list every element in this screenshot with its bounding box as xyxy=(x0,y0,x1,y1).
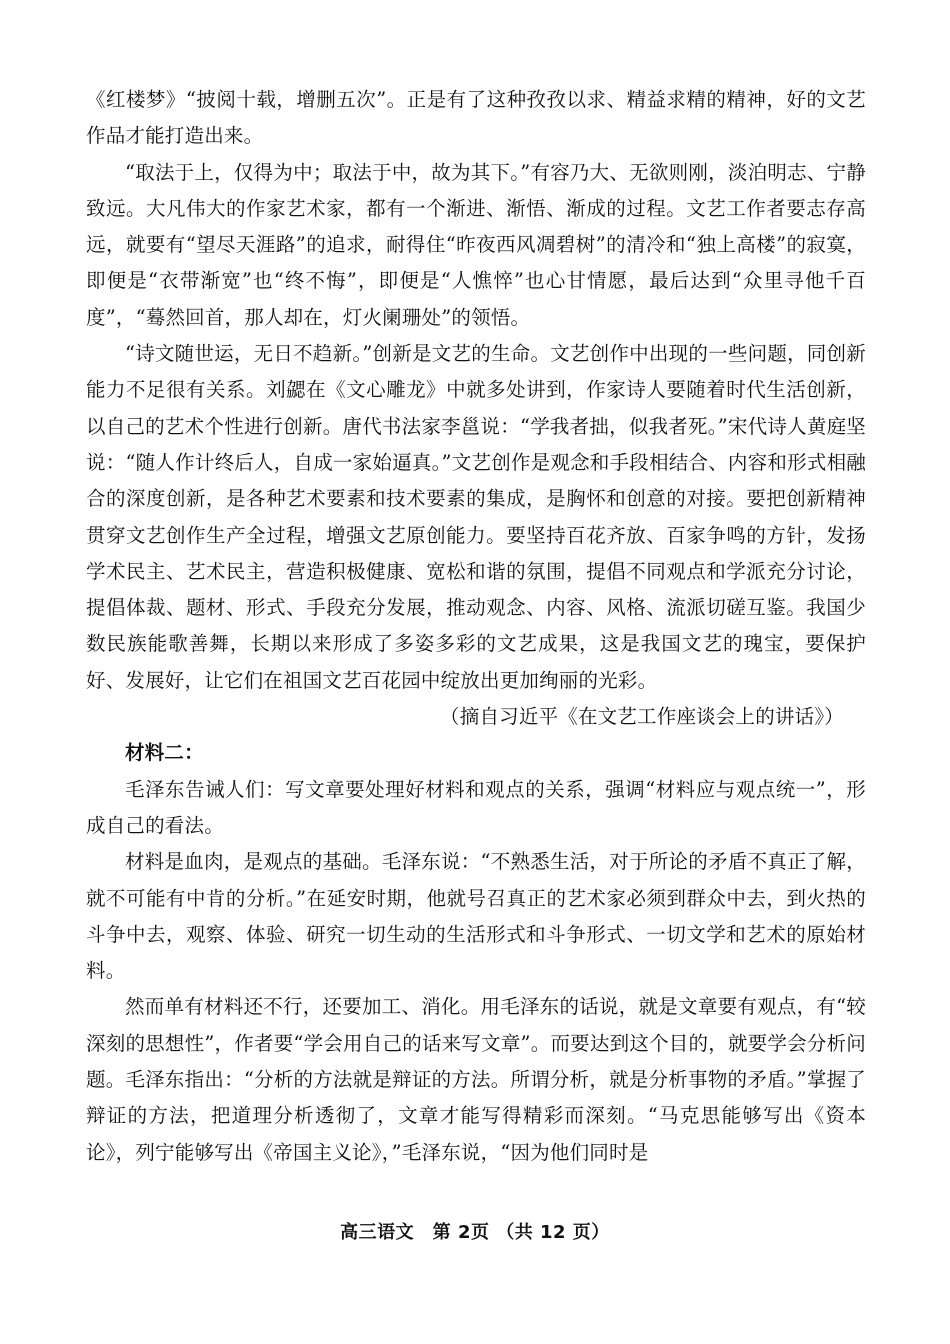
page-content xyxy=(86,82,866,1171)
paragraph: “取法于上，仅得为中；取法于中，故为其下。”有容乃大、无欲则刚，淡泊明志、宁静致远。大凡伟大的作家艺术家，都有一个渐进、渐悟、渐成的过程。文艺工作者要志存高远，就要有“望尽天涯路”的追求，耐得住“昨夜西风凋碧树”的清冷和“独上高楼”的寂寞，即便是“衣带渐宽”也“终不悔”，即便是“人憔悴”也心甘情愿，最后达到“众里寻他千百度”，“蓦然回首，那人却在，灯火阑珊处”的领悟。 xyxy=(86,160,866,329)
source-citation: （摘自习近平《在文艺工作座谈会上的讲话》） xyxy=(440,705,844,729)
paragraph: 毛泽东告诫人们：写文章要处理好材料和观点的关系，强调“材料应与观点统一”，形成自己的看法。 xyxy=(86,777,866,837)
paragraph: 然而单有材料还不行，还要加工、消化。用毛泽东的话说，就是文章要有观点，有“较深刻的思想性”，作者要“学会用自己的话来写文章”。而要达到这个目的，就要学会分析问题。毛泽东指出：“分析的方法就是辩证的方法。所谓分析，就是分析事物的矛盾。”掌握了辩证的方法，把道理分析透彻了，文章才能写得精彩而深刻。“马克思能够写出《资本论》，列宁能够写出《帝国主义论》，”毛泽东说，“因为他们同时是 xyxy=(86,995,866,1164)
paragraph-continuation: 《红楼梦》“披阅十载，增删五次”。正是有了这种孜孜以求、精益求精的精神，好的文艺作品才能打造出来。 xyxy=(86,88,866,148)
section-heading: 材料二： xyxy=(125,741,204,765)
page-footer: 高三语文 第 2页 （共 12 页） xyxy=(340,1222,610,1243)
paragraph: 材料是血肉，是观点的基础。毛泽东说：“不熟悉生活，对于所论的矛盾不真正了解，就不可能有中肯的分析。”在延安时期，他就号召真正的艺术家必须到群众中去，到火热的斗争中去，观察、体验、研究一切生动的生活形式和斗争形式、一切文学和艺术的原始材料。 xyxy=(86,850,866,983)
paragraph: “诗文随世运，无日不趋新。”创新是文艺的生命。文艺创作中出现的一些问题，同创新能力不足很有关系。刘勰在《文心雕龙》中就多处讲到，作家诗人要随着时代生活创新，以自己的艺术个性进行创新。唐代书法家李邕说：“学我者拙，似我者死。”宋代诗人黄庭坚说：“随人作计终后人，自成一家始逼真。”文艺创作是观念和手段相结合、内容和形式相融合的深度创新，是各种艺术要素和技术要素的集成，是胸怀和创意的对接。要把创新精神贯穿文艺创作生产全过程，增强文艺原创能力。要坚持百花齐放、百家争鸣的方针，发扬学术民主、艺术民主，营造积极健康、宽松和谐的氛围，提倡不同观点和学派充分讨论，提倡体裁、题材、形式、手段充分发展，推动观念、内容、风格、流派切磋互鉴。我国少数民族能歌善舞，长期以来形成了多姿多彩的文艺成果，这是我国文艺的瑰宝，要保护好、发展好，让它们在祖国文艺百花园中绽放出更加绚丽的光彩。 xyxy=(86,342,866,692)
